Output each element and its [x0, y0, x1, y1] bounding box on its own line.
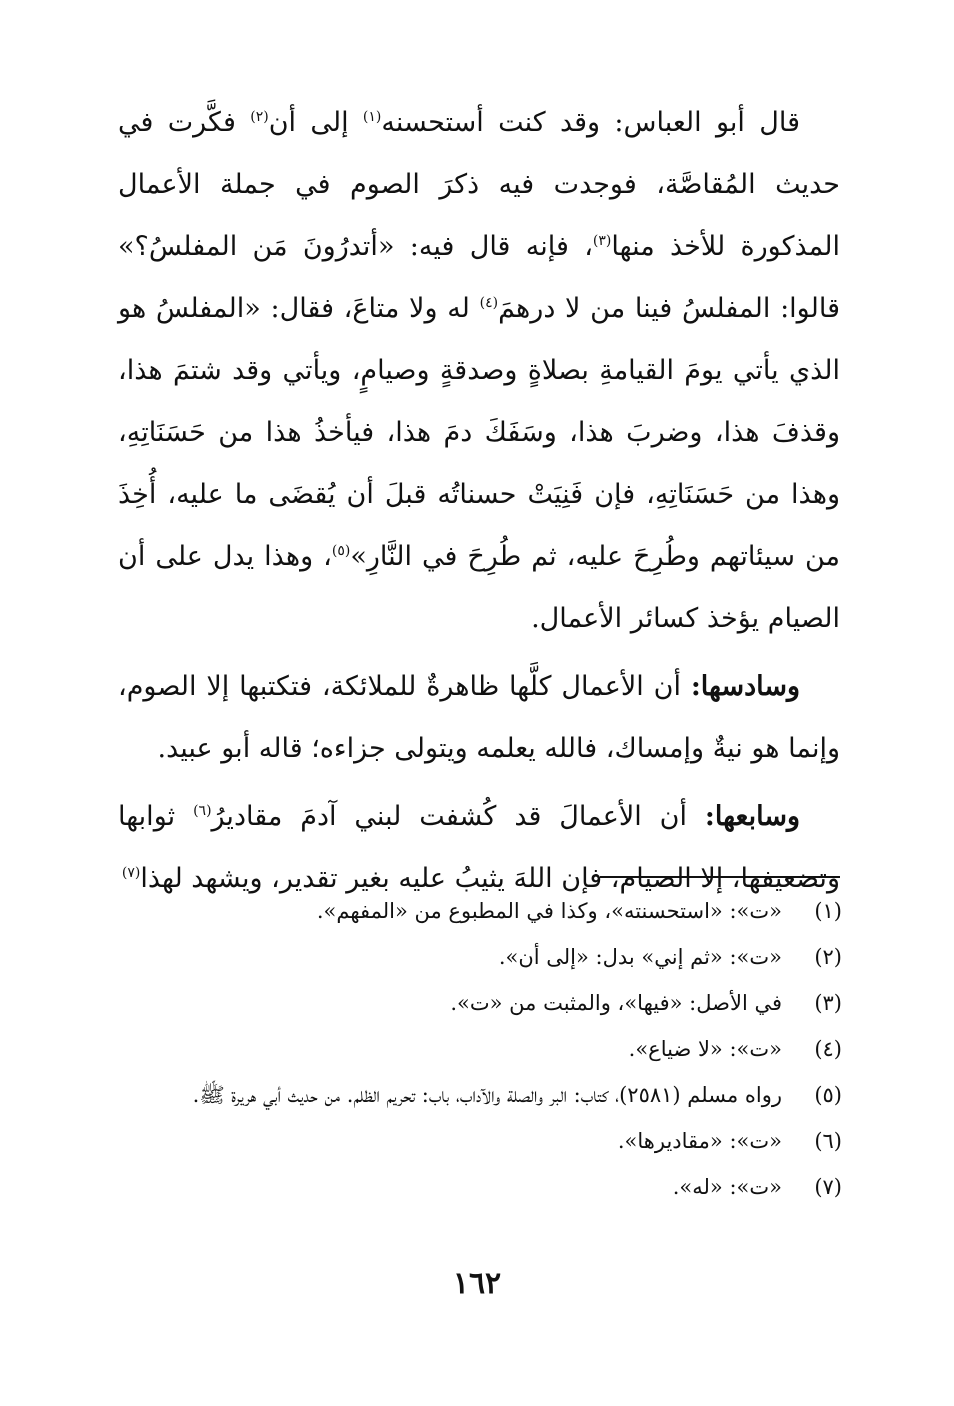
footnote-2	[100, 934, 842, 980]
footnote-separator	[600, 876, 840, 878]
footnote-6	[100, 1118, 842, 1164]
paragraph-2: وسادسها: أن الأعمال كلَّها ظاهرةٌ للملائكة، فتكتبها إلا الصوم، وإنما هو نيةٌ وإمساك، فالله يعلمه ويتولى جزاءه؛ قاله أبو عبيد.	[118, 671, 840, 764]
footnote-text: رواه مسلم (٢٥٨١)، كتاب: البر والصلة والآداب، باب: تحريم الظلم. من حديث أبي هريرة ﷺ.	[192, 1083, 782, 1107]
footnote-text: «ت»: «ثم إني» بدل: «إلى أن».	[498, 945, 782, 969]
footnote-ref-6: (٦)	[193, 803, 212, 819]
footnote-number: (٦)	[814, 1129, 842, 1153]
footnote-text: «ت»: «استحسنته»، وكذا في المطبوع من «المفهم».	[316, 899, 782, 923]
footnote-text: في الأصل: «فيها»، والمثبت من «ت».	[450, 991, 782, 1015]
footnote-number: (٥)	[814, 1083, 842, 1107]
footnote-ref-4: (٤)	[479, 295, 499, 311]
footnote-number: (١)	[814, 899, 842, 923]
footnote-7	[100, 1164, 842, 1210]
footnote-number: (٧)	[814, 1175, 842, 1199]
paragraph-1: قال أبو العباس: وقد كنت أستحسنه$^{(١)}$ إلى أن$^{(٢)}$ فكَّرت في حديث المُقاصَّة، فوجدت فيه ذكرَ الصوم في جملة الأعمال المذكورة للأخذ منها$^{(٣)}$، فإنه قال فيه: «أتدرُونَ مَن المفلسُ؟» قالوا: المفلسُ فينا من لا درهمَ$^{(٤)}$ له ولا متاعَ، فقال: «المفلسُ هو الذي يأتي يومَ القيامةِ بصلاةٍ وصدقةٍ وصيامٍ، ويأتي وقد شتمَ هذا، وقذفَ هذا، وضربَ هذا، وسَفَكَ دمَ هذا، فيأخذُ هذا من حَسَنَاتِهِ، وهذا من حَسَنَاتِهِ، فإن فَنِيَتْ حسناتُه قبلَ أن يُقضَى ما عليه، أُخِذَ من سيئاتهم وطُرِحَ عليه، ثم طُرِحَ في النَّارِ»$^{(٥)}$، وهذا يدل على أن الصيام يؤخذ كسائر الأعمال.	[118, 107, 840, 634]
footnote-text: «ت»: «مقاديرها».	[617, 1129, 782, 1153]
footnote-text: «ت»: «لا ضياع».	[628, 1037, 782, 1061]
footnote-3	[100, 980, 842, 1026]
paragraph-3: وسابعها: أن الأعمالَ قد كُشفت لبني آدمَ مقاديرُ$^{(٦)}$ ثوابها وتضعيفها، إلا الصيام، فإن اللهَ يثيبُ عليه بغير تقدير، ويشهد لهذا$^{(٧)}$	[118, 801, 840, 894]
footnote-ref-7: (٧)	[121, 865, 141, 881]
footnote-1	[100, 888, 842, 934]
page-number: ١٦٢	[452, 1266, 502, 1301]
footnote-text: «ت»: «له».	[672, 1175, 782, 1199]
main-text	[118, 92, 840, 910]
paragraph-2-lead: وسادسها:	[690, 671, 800, 702]
footnote-number: (٢)	[814, 945, 842, 969]
footnote-number: (٤)	[814, 1037, 842, 1061]
footnote-ref-2: (٢)	[250, 109, 269, 125]
footnote-ref-3: (٣)	[592, 233, 612, 249]
footnote-ref-5: (٥)	[331, 543, 351, 559]
footnote-4	[100, 1026, 842, 1072]
footnotes	[100, 888, 842, 1210]
footnote-ref-1: (١)	[362, 109, 382, 125]
paragraph-3-lead: وسابعها:	[704, 801, 800, 832]
footnote-number: (٣)	[814, 991, 842, 1015]
footnote-5	[100, 1072, 842, 1118]
